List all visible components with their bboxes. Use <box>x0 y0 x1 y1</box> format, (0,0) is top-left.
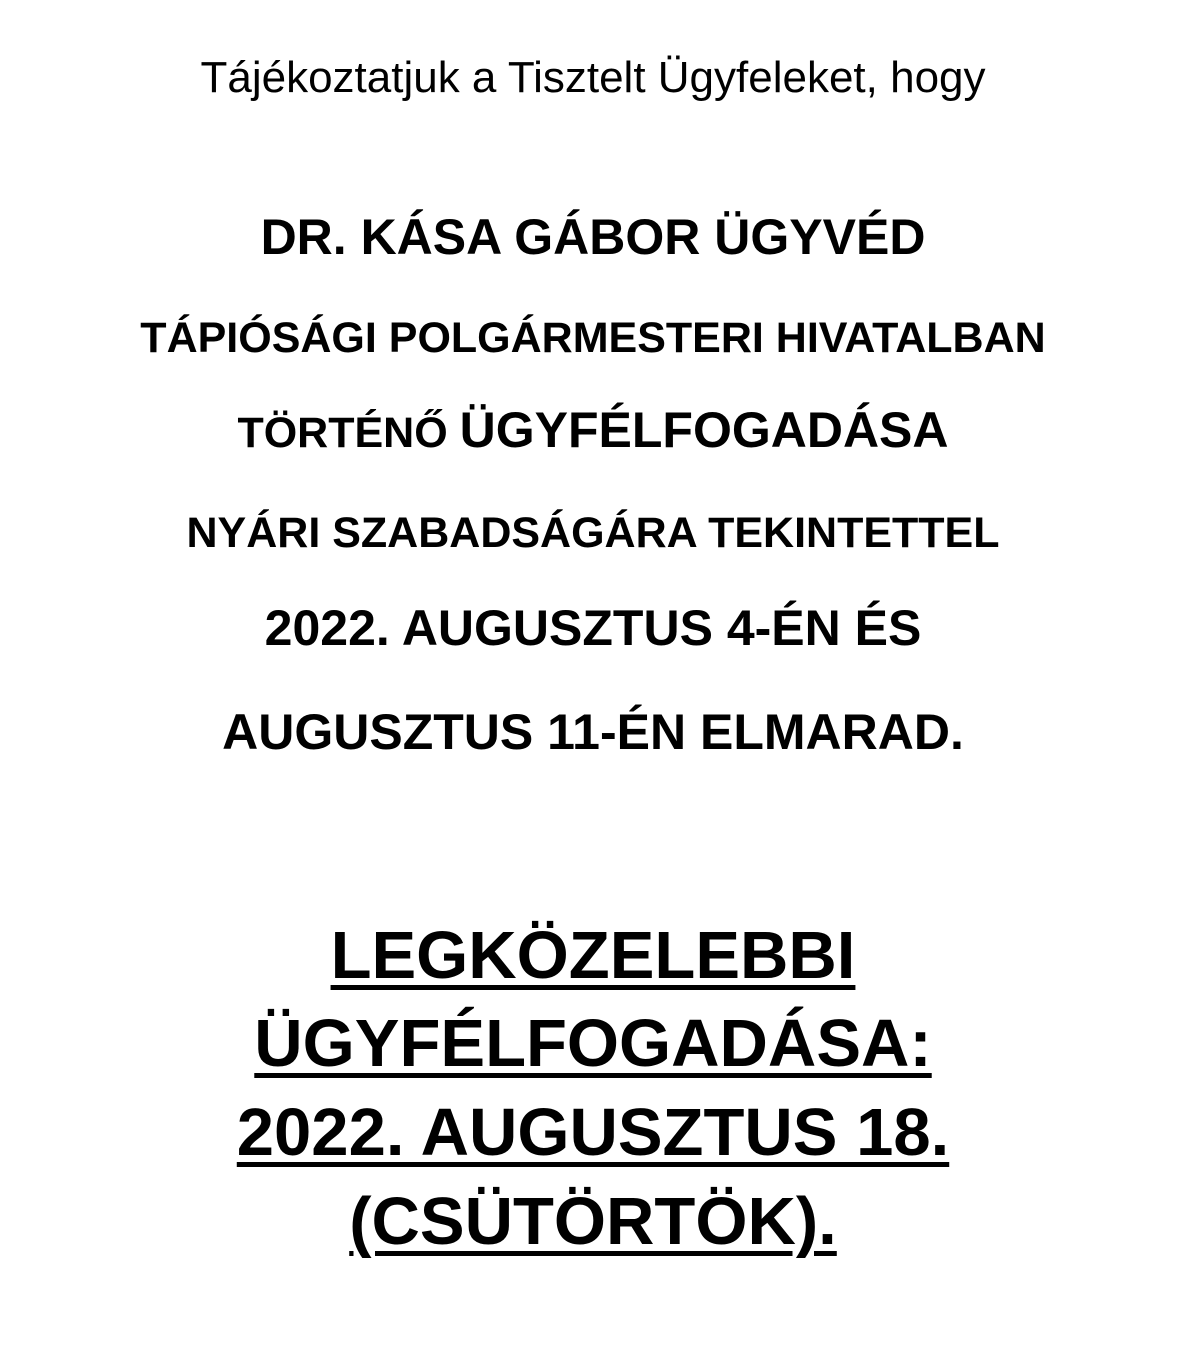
office-location: TÁPIÓSÁGI POLGÁRMESTERI HIVATALBAN <box>140 314 1046 362</box>
next-reception-label <box>0 1006 1186 1081</box>
reception-line <box>0 402 1186 458</box>
reception-prefix: TÖRTÉNŐ <box>237 409 460 457</box>
lawyer-name: DR. KÁSA GÁBOR ÜGYVÉD <box>260 209 926 265</box>
next-reception-line-4: (CSÜTÖRTÖK). <box>349 1184 837 1259</box>
reception-word: ÜGYFÉLFOGADÁSA <box>459 402 949 458</box>
next-reception-line-3: 2022. AUGUSZTUS 18. <box>236 1095 950 1170</box>
next-reception-date <box>0 1095 1186 1170</box>
next-reception-line-1: LEGKÖZELEBBI <box>330 918 856 993</box>
holiday-reason: NYÁRI SZABADSÁGÁRA TEKINTETTEL <box>186 509 1000 557</box>
next-reception-line-2: ÜGYFÉLFOGADÁSA: <box>254 1006 932 1081</box>
next-reception-heading <box>0 918 1186 993</box>
intro-text: Tájékoztatjuk a Tisztelt Ügyfeleket, hogy <box>200 53 986 102</box>
cancelled-date-line-2: AUGUSZTUS 11-ÉN ELMARAD. <box>222 704 964 760</box>
cancelled-date-line-1: 2022. AUGUSZTUS 4-ÉN ÉS <box>264 600 922 656</box>
next-reception-weekday <box>0 1184 1186 1259</box>
